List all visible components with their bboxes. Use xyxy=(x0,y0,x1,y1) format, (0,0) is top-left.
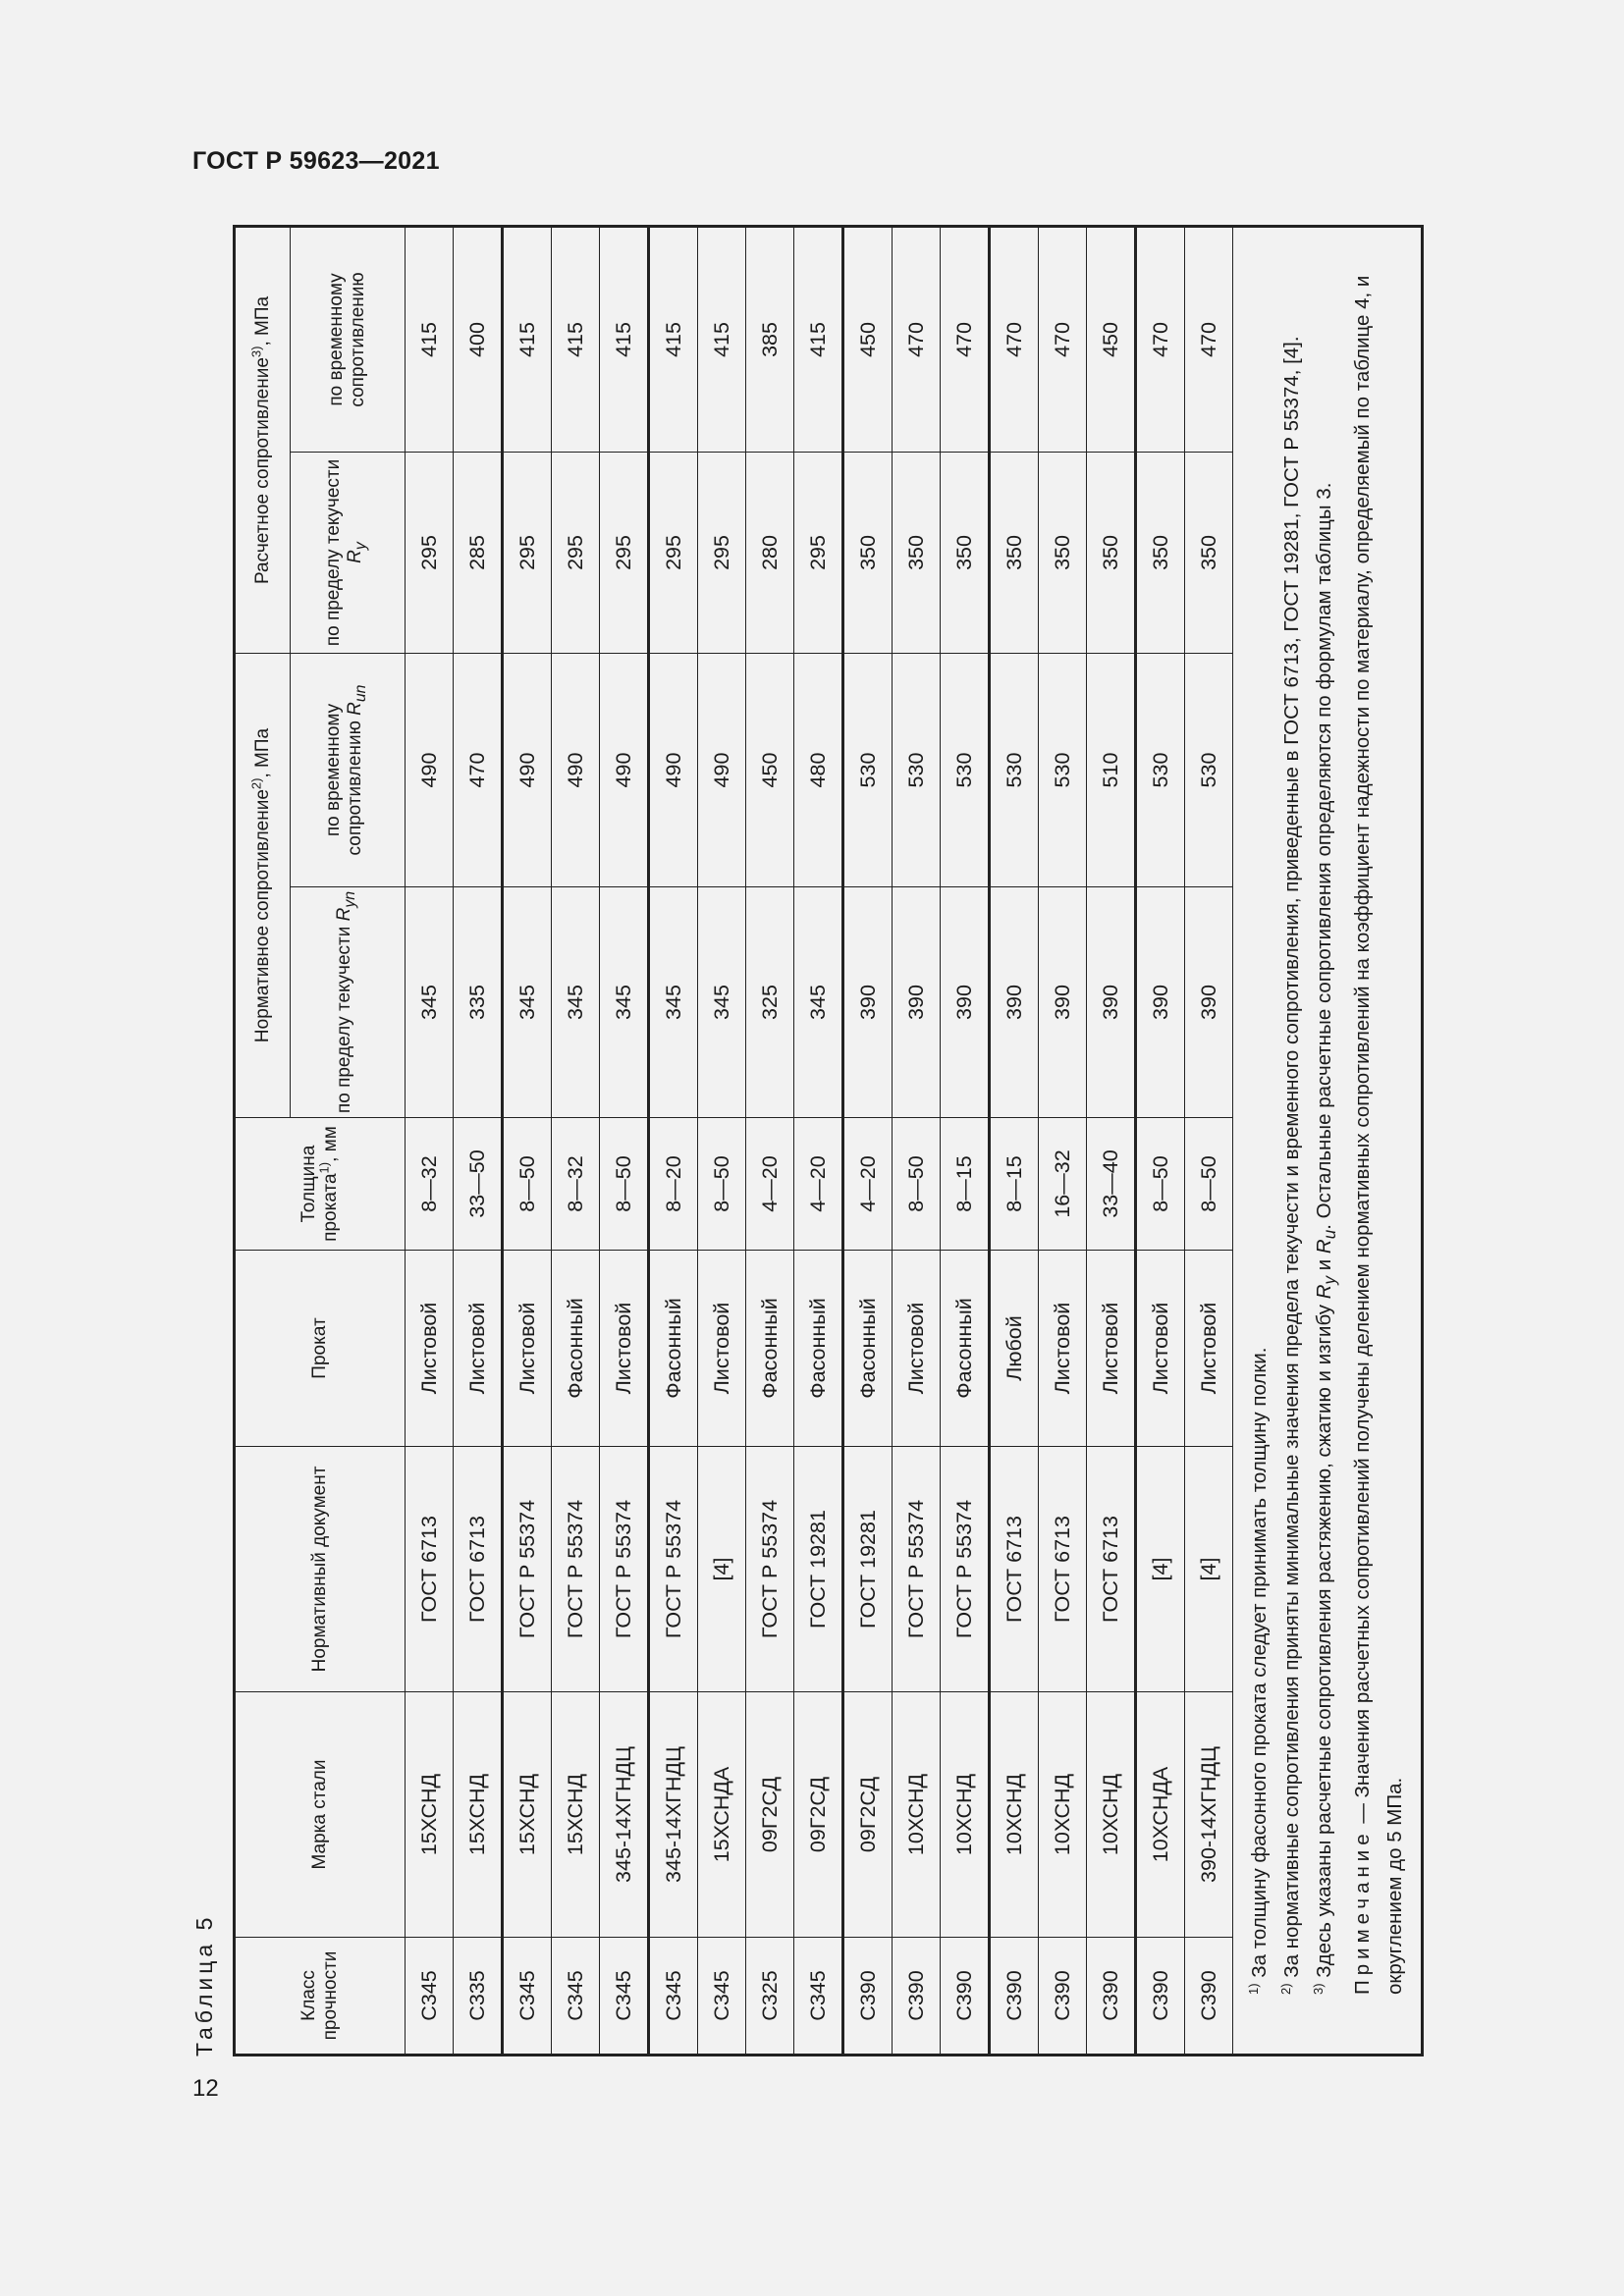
grade-cell: 10ХСНД xyxy=(1039,1692,1087,1938)
thickness-cell: 8—32 xyxy=(406,1118,454,1251)
ryn-cell: 390 xyxy=(893,887,941,1118)
table-row xyxy=(794,226,843,2055)
thickness-unit: , мм xyxy=(320,1126,341,1162)
ru-cell: 470 xyxy=(990,226,1039,452)
table-row xyxy=(1039,226,1087,2055)
class-cell: С390 xyxy=(1136,1938,1185,2056)
ry-cell: 295 xyxy=(600,452,649,653)
ry-cell: 350 xyxy=(941,452,990,653)
thickness-cell: 16—32 xyxy=(1039,1118,1087,1251)
footnote-3-ru-sub: u xyxy=(1321,1229,1340,1240)
ru-cell: 385 xyxy=(746,226,794,452)
product-cell: Фасонный xyxy=(552,1251,600,1447)
footnote-3-ry-sub: y xyxy=(1321,1275,1340,1285)
thickness-cell: 33—50 xyxy=(454,1118,503,1251)
run-text: по временному сопротивлению xyxy=(323,703,366,856)
header-ru: по временному сопротивлению xyxy=(291,226,406,452)
normdoc-cell: ГОСТ Р 55374 xyxy=(552,1447,600,1692)
footnote-3-text-b: . Остальные расчетные сопротивления определяются по формулам таблицы 3. xyxy=(1313,482,1335,1230)
table-row xyxy=(746,226,794,2055)
ru-cell: 400 xyxy=(454,226,503,452)
grade-cell: 10ХСНД xyxy=(1087,1692,1136,1938)
footnote-3-mark: 3) xyxy=(1311,1983,1326,1995)
table-row xyxy=(1087,226,1136,2055)
class-cell: С390 xyxy=(893,1938,941,2056)
normdoc-cell: ГОСТ Р 55374 xyxy=(649,1447,698,1692)
ry-cell: 295 xyxy=(552,452,600,653)
ru-cell: 470 xyxy=(1185,226,1233,452)
normdoc-cell: ГОСТ Р 55374 xyxy=(746,1447,794,1692)
run-cell: 530 xyxy=(893,653,941,886)
table-row xyxy=(990,226,1039,2055)
header-ry xyxy=(291,452,406,653)
calc-group-unit: , МПа xyxy=(251,295,273,347)
table-row xyxy=(941,226,990,2055)
grade-cell: 09Г2СД xyxy=(794,1692,843,1938)
grade-cell: 15ХСНД xyxy=(503,1692,552,1938)
ru-cell: 470 xyxy=(1136,226,1185,452)
product-cell: Листовой xyxy=(893,1251,941,1447)
grade-cell: 10ХСНДА xyxy=(1136,1692,1185,1938)
page-number: 12 xyxy=(192,2075,219,2102)
footnote-3 xyxy=(1308,240,1346,2044)
run-cell: 490 xyxy=(649,653,698,886)
grade-cell: 345-14ХГНДЦ xyxy=(600,1692,649,1938)
thickness-cell: 8—32 xyxy=(552,1118,600,1251)
thickness-cell: 8—20 xyxy=(649,1118,698,1251)
thickness-cell: 8—50 xyxy=(600,1118,649,1251)
table-row xyxy=(649,226,698,2055)
ry-subscript: y xyxy=(352,542,369,551)
grade-cell: 10ХСНД xyxy=(893,1692,941,1938)
ry-cell: 295 xyxy=(406,452,454,653)
normdoc-cell: ГОСТ 19281 xyxy=(843,1447,893,1692)
run-cell: 530 xyxy=(941,653,990,886)
thickness-cell: 4—20 xyxy=(794,1118,843,1251)
class-cell: С390 xyxy=(1087,1938,1136,2056)
ry-cell: 350 xyxy=(1087,452,1136,653)
resistance-table xyxy=(233,225,1424,2056)
run-cell: 530 xyxy=(843,653,893,886)
ryn-cell: 390 xyxy=(941,887,990,1118)
thickness-cell: 4—20 xyxy=(843,1118,893,1251)
normdoc-cell: ГОСТ Р 55374 xyxy=(503,1447,552,1692)
run-cell: 450 xyxy=(746,653,794,886)
normdoc-cell: ГОСТ 6713 xyxy=(406,1447,454,1692)
ru-cell: 470 xyxy=(1039,226,1087,452)
header-normative-group xyxy=(235,653,291,1117)
footnote-3-and: и xyxy=(1313,1254,1335,1276)
grade-cell: 345-14ХГНДЦ xyxy=(649,1692,698,1938)
thickness-cell: 8—50 xyxy=(1185,1118,1233,1251)
ry-text: по пределу текучести xyxy=(323,458,345,647)
footnote-3-ru: R xyxy=(1313,1239,1335,1255)
footnote-2 xyxy=(1275,240,1308,2044)
run-symbol: R xyxy=(345,702,366,716)
normdoc-cell: [4] xyxy=(1185,1447,1233,1692)
footnote-1 xyxy=(1243,240,1275,2044)
product-cell: Листовой xyxy=(600,1251,649,1447)
note-label: Примечание xyxy=(1351,1829,1375,1995)
class-cell: С345 xyxy=(600,1938,649,2056)
thickness-cell: 8—50 xyxy=(1136,1118,1185,1251)
grade-cell: 15ХСНД xyxy=(454,1692,503,1938)
ru-cell: 415 xyxy=(698,226,746,452)
ryn-cell: 390 xyxy=(1039,887,1087,1118)
thickness-cell: 8—50 xyxy=(893,1118,941,1251)
ryn-cell: 335 xyxy=(454,887,503,1118)
class-cell: С335 xyxy=(454,1938,503,2056)
ryn-cell: 390 xyxy=(990,887,1039,1118)
grade-cell: 15ХСНД xyxy=(406,1692,454,1938)
class-cell: С345 xyxy=(794,1938,843,2056)
ru-cell: 470 xyxy=(893,226,941,452)
ryn-cell: 390 xyxy=(1185,887,1233,1118)
run-cell: 480 xyxy=(794,653,843,886)
class-cell: С345 xyxy=(406,1938,454,2056)
footnote-2-text: За нормативные сопротивления приняты минимальные значения предела текучести и временного сопротивления, приведенные в ГОСТ 6713, ГОСТ 19281, ГОСТ Р 55374, [4]. xyxy=(1280,336,1303,1984)
product-cell: Фасонный xyxy=(843,1251,893,1447)
table-body xyxy=(406,226,1233,2055)
thickness-cell: 8—50 xyxy=(503,1118,552,1251)
ryn-cell: 345 xyxy=(649,887,698,1118)
ry-cell: 350 xyxy=(893,452,941,653)
table-row xyxy=(843,226,893,2055)
thickness-cell: 8—15 xyxy=(941,1118,990,1251)
table-row xyxy=(503,226,552,2055)
ryn-cell: 345 xyxy=(600,887,649,1118)
normdoc-cell: [4] xyxy=(1136,1447,1185,1692)
footnote-1-mark: 1) xyxy=(1246,1983,1262,1995)
thickness-cell: 8—50 xyxy=(698,1118,746,1251)
ryn-subscript: yn xyxy=(341,890,358,908)
class-cell: С390 xyxy=(843,1938,893,2056)
run-cell: 530 xyxy=(990,653,1039,886)
ru-cell: 450 xyxy=(843,226,893,452)
thickness-text: Толщина проката xyxy=(298,1145,341,1242)
grade-cell: 10ХСНД xyxy=(990,1692,1039,1938)
thickness-cell: 33—40 xyxy=(1087,1118,1136,1251)
class-cell: С345 xyxy=(698,1938,746,2056)
ru-cell: 450 xyxy=(1087,226,1136,452)
run-cell: 530 xyxy=(1136,653,1185,886)
normdoc-cell: ГОСТ 6713 xyxy=(1087,1447,1136,1692)
product-cell: Листовой xyxy=(1185,1251,1233,1447)
normdoc-cell: ГОСТ 19281 xyxy=(794,1447,843,1692)
calc-group-footnote-mark: 3) xyxy=(248,346,264,358)
ryn-symbol: R xyxy=(334,907,355,922)
ry-cell: 280 xyxy=(746,452,794,653)
norm-group-footnote-mark: 2) xyxy=(248,777,264,790)
normdoc-cell: ГОСТ 6713 xyxy=(990,1447,1039,1692)
ryn-cell: 345 xyxy=(794,887,843,1118)
ru-cell: 415 xyxy=(552,226,600,452)
ry-cell: 350 xyxy=(990,452,1039,653)
class-cell: С345 xyxy=(552,1938,600,2056)
grade-cell: 09Г2СД xyxy=(746,1692,794,1938)
header-run xyxy=(291,653,406,886)
rotated-table-area xyxy=(191,272,1596,2056)
grade-cell: 390-14ХГНДЦ xyxy=(1185,1692,1233,1938)
ryn-cell: 345 xyxy=(698,887,746,1118)
product-cell: Листовой xyxy=(406,1251,454,1447)
thickness-cell: 4—20 xyxy=(746,1118,794,1251)
header-normdoc: Нормативный документ xyxy=(235,1447,406,1692)
ry-cell: 350 xyxy=(1136,452,1185,653)
run-cell: 530 xyxy=(1039,653,1087,886)
header-grade: Марка стали xyxy=(235,1692,406,1938)
class-cell: С345 xyxy=(649,1938,698,2056)
ry-cell: 295 xyxy=(503,452,552,653)
run-cell: 530 xyxy=(1185,653,1233,886)
header-thickness xyxy=(235,1118,406,1251)
ru-cell: 415 xyxy=(406,226,454,452)
product-cell: Любой xyxy=(990,1251,1039,1447)
ry-cell: 285 xyxy=(454,452,503,653)
norm-group-unit: , МПа xyxy=(251,727,273,778)
product-cell: Фасонный xyxy=(649,1251,698,1447)
table-row xyxy=(893,226,941,2055)
run-subscript: un xyxy=(352,684,369,703)
ry-cell: 295 xyxy=(794,452,843,653)
ry-cell: 350 xyxy=(843,452,893,653)
normdoc-cell: ГОСТ Р 55374 xyxy=(600,1447,649,1692)
footnote-3-text-a: Здесь указаны расчетные сопротивления растяжению, сжатию и изгибу xyxy=(1313,1299,1335,1984)
thickness-footnote-mark: 1) xyxy=(316,1161,332,1174)
run-cell: 490 xyxy=(552,653,600,886)
run-cell: 490 xyxy=(600,653,649,886)
ryn-cell: 390 xyxy=(1136,887,1185,1118)
product-cell: Фасонный xyxy=(794,1251,843,1447)
grade-cell: 09Г2СД xyxy=(843,1692,893,1938)
product-cell: Фасонный xyxy=(746,1251,794,1447)
normdoc-cell: [4] xyxy=(698,1447,746,1692)
norm-group-text: Нормативное сопротивление xyxy=(251,789,273,1043)
table-caption: Таблица 5 xyxy=(191,1913,217,2056)
table-row xyxy=(1185,226,1233,2055)
run-cell: 470 xyxy=(454,653,503,886)
ru-cell: 415 xyxy=(649,226,698,452)
ry-cell: 350 xyxy=(1039,452,1087,653)
header-product: Прокат xyxy=(235,1251,406,1447)
product-cell: Листовой xyxy=(698,1251,746,1447)
product-cell: Фасонный xyxy=(941,1251,990,1447)
footnote-3-ry: R xyxy=(1313,1284,1335,1300)
calc-group-text: Расчетное сопротивление xyxy=(251,357,273,585)
ru-cell: 470 xyxy=(941,226,990,452)
run-cell: 490 xyxy=(503,653,552,886)
product-cell: Листовой xyxy=(454,1251,503,1447)
ryn-cell: 390 xyxy=(843,887,893,1118)
thickness-cell: 8—15 xyxy=(990,1118,1039,1251)
ry-cell: 295 xyxy=(698,452,746,653)
header-ryn xyxy=(291,887,406,1118)
ryn-cell: 345 xyxy=(503,887,552,1118)
grade-cell: 15ХСНДА xyxy=(698,1692,746,1938)
table-row xyxy=(1136,226,1185,2055)
header-class: Класс прочности xyxy=(235,1938,406,2056)
header-calculated-group xyxy=(235,226,291,653)
ry-cell: 295 xyxy=(649,452,698,653)
footnote-2-mark: 2) xyxy=(1278,1983,1294,1995)
class-cell: С325 xyxy=(746,1938,794,2056)
table-row xyxy=(552,226,600,2055)
ry-symbol: R xyxy=(345,550,366,563)
ryn-text: по пределу текучести xyxy=(334,926,355,1114)
table-row xyxy=(454,226,503,2055)
class-cell: С345 xyxy=(503,1938,552,2056)
ryn-cell: 390 xyxy=(1087,887,1136,1118)
class-cell: С390 xyxy=(941,1938,990,2056)
table-row xyxy=(406,226,454,2055)
product-cell: Листовой xyxy=(1136,1251,1185,1447)
run-cell: 490 xyxy=(698,653,746,886)
normdoc-cell: ГОСТ Р 55374 xyxy=(893,1447,941,1692)
normdoc-cell: ГОСТ 6713 xyxy=(1039,1447,1087,1692)
document-header: ГОСТ Р 59623—2021 xyxy=(192,147,440,175)
ru-cell: 415 xyxy=(600,226,649,452)
product-cell: Листовой xyxy=(1039,1251,1087,1447)
class-cell: С390 xyxy=(1185,1938,1233,2056)
class-cell: С390 xyxy=(990,1938,1039,2056)
product-cell: Листовой xyxy=(1087,1251,1136,1447)
run-cell: 510 xyxy=(1087,653,1136,886)
normdoc-cell: ГОСТ Р 55374 xyxy=(941,1447,990,1692)
run-cell: 490 xyxy=(406,653,454,886)
table-note xyxy=(1346,240,1411,2044)
table-row xyxy=(698,226,746,2055)
ryn-cell: 345 xyxy=(552,887,600,1118)
ru-cell: 415 xyxy=(503,226,552,452)
footnotes-cell xyxy=(1233,226,1423,2055)
grade-cell: 15ХСНД xyxy=(552,1692,600,1938)
ryn-cell: 345 xyxy=(406,887,454,1118)
table-row xyxy=(600,226,649,2055)
product-cell: Листовой xyxy=(503,1251,552,1447)
class-cell: С390 xyxy=(1039,1938,1087,2056)
footnote-1-text: За толщину фасонного проката следует принимать толщину полки. xyxy=(1248,1347,1271,1984)
ru-cell: 415 xyxy=(794,226,843,452)
normdoc-cell: ГОСТ 6713 xyxy=(454,1447,503,1692)
grade-cell: 10ХСНД xyxy=(941,1692,990,1938)
ry-cell: 350 xyxy=(1185,452,1233,653)
note-text: — Значения расчетных сопротивлений получены делением нормативных сопротивлений на коэффициент надежности по материалу, определяемый по таблице 4, и округлением до 5 МПа. xyxy=(1351,275,1407,1995)
ryn-cell: 325 xyxy=(746,887,794,1118)
